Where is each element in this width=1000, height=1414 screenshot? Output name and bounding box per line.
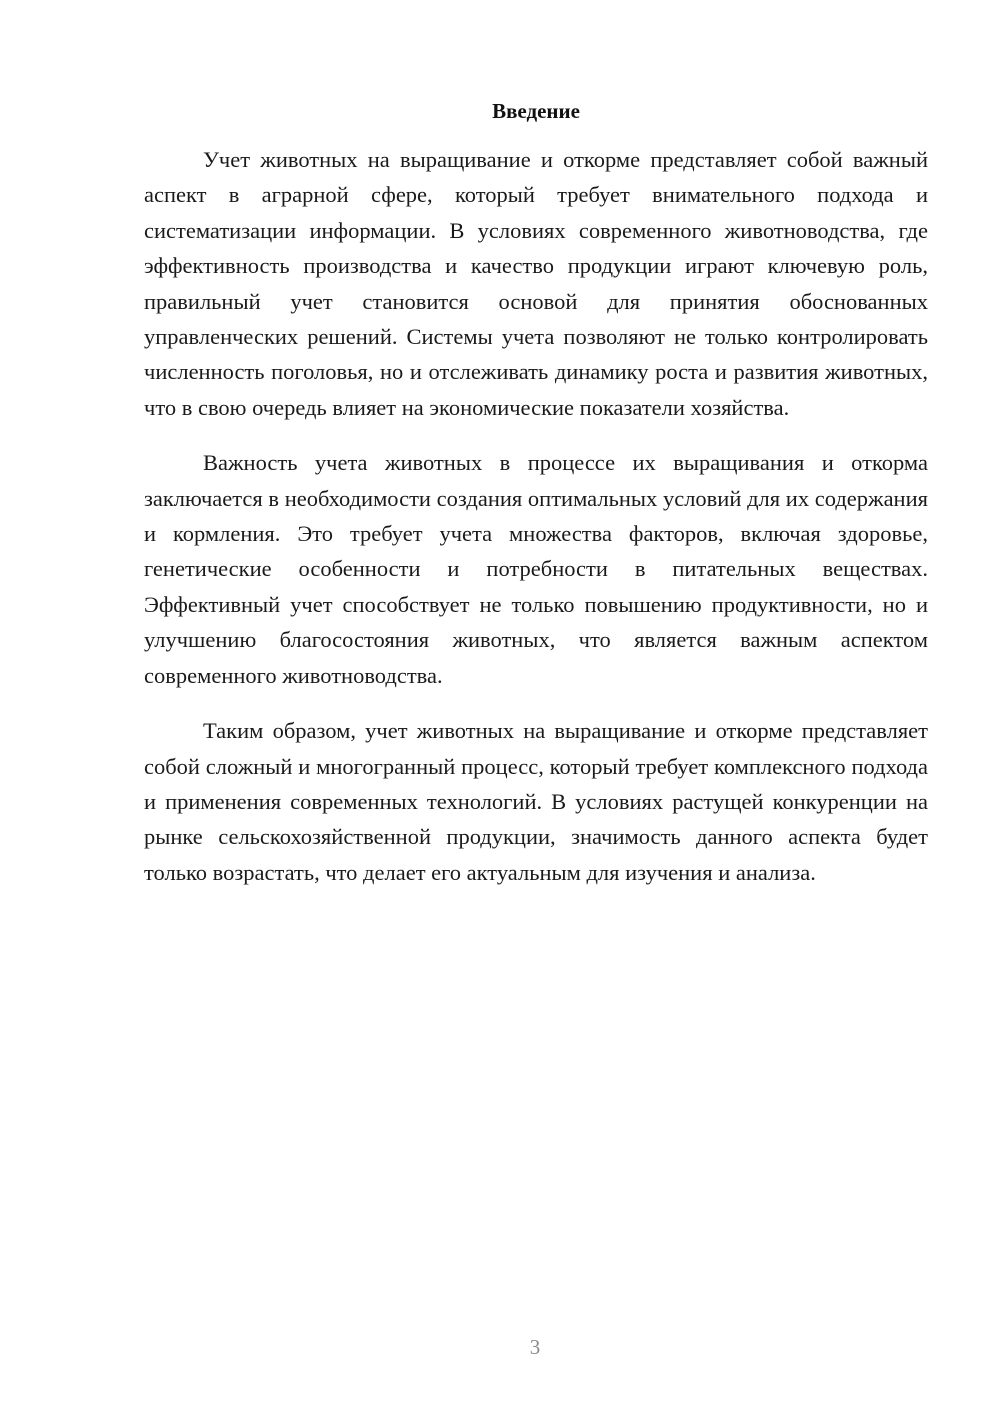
paragraph-3: Таким образом, учет животных на выращивание и откорме представляет собой сложный и многогранный процесс, который требует комплексного подхода и применения современных технологий. В условиях растущей конкуренции на рынке сельскохозяйственной продукции, значимость данного аспекта будет только возрастать, что делает его актуальным для изучения и анализа. (144, 718, 928, 885)
paragraph-1: Учет животных на выращивание и откорме представляет собой важный аспект в аграрной сфере, который требует внимательного подхода и систематизации информации. В условиях современного животноводства, где эффективность производства и качество продукции играют ключевую роль, правильный учет становится основой для принятия обоснованных управленческих решений. Системы учета позволяют не только контролировать численность поголовья, но и отслеживать динамику роста и развития животных, что в свою очередь влияет на экономические показатели хозяйства. (144, 147, 928, 420)
page-content (144, 96, 928, 890)
section-heading: Введение (492, 99, 580, 123)
page-number: 3 (529, 1335, 541, 1359)
paragraph-2: Важность учета животных в процессе их выращивания и откорма заключается в необходимости создания оптимальных условий для их содержания и кормления. Это требует учета множества факторов, включая здоровье, генетические особенности и потребности в питательных веществах. Эффективный учет способствует не только повышению продуктивности, но и улучшению благосостояния животных, что является важным аспектом современного животноводства. (144, 450, 928, 688)
